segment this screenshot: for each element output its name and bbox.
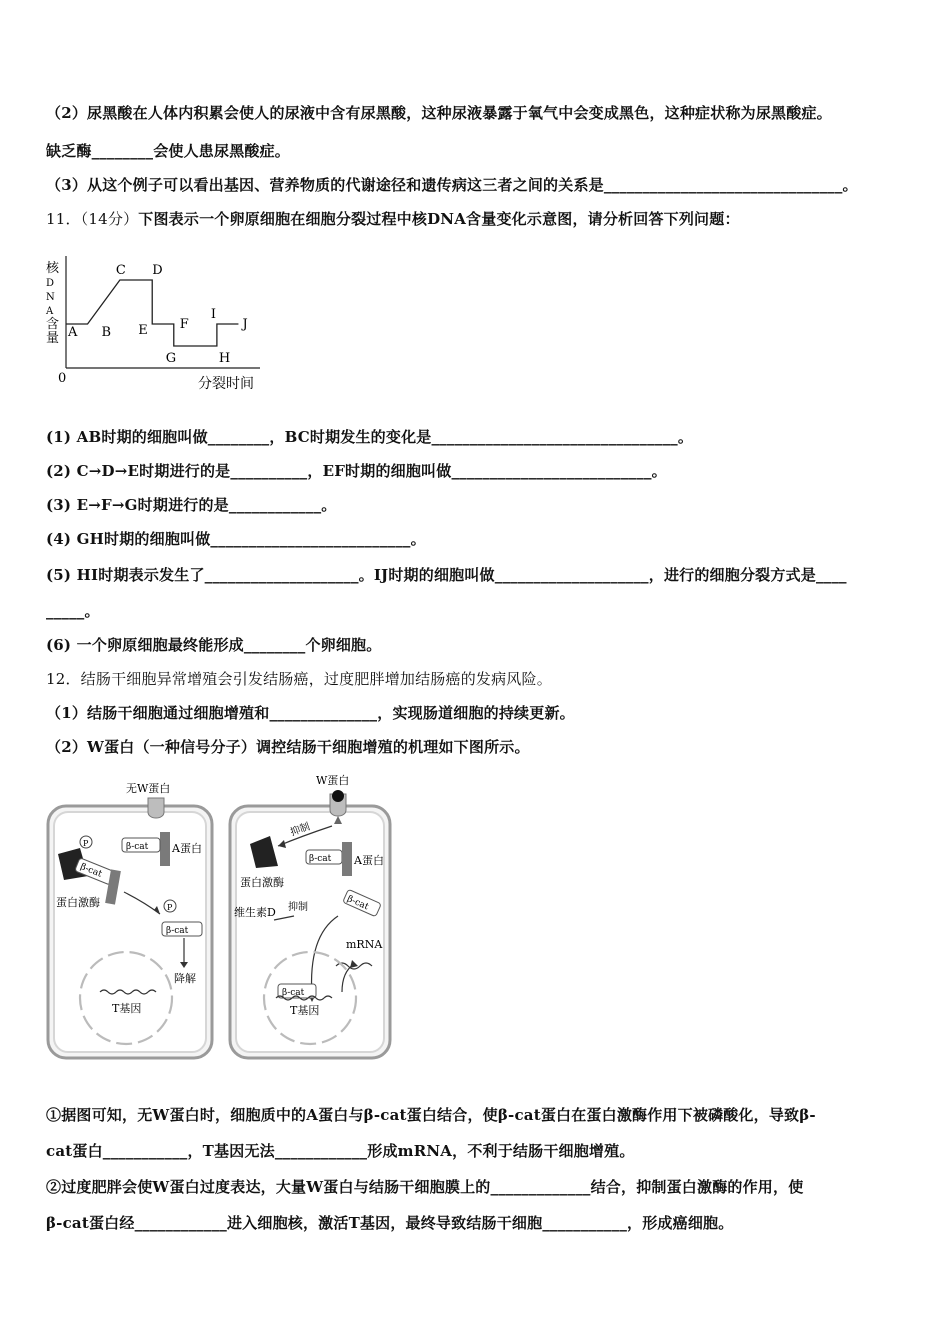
t-gene-label: T基因 — [112, 1002, 142, 1015]
point-label-a: A — [68, 325, 78, 340]
point-label-i: I — [210, 307, 217, 322]
bcat-label-top: β-cat — [126, 842, 149, 852]
dna-content-chart — [40, 248, 280, 396]
kinase-label: 蛋白激酶 — [56, 896, 100, 909]
bcat-label-free: β-cat — [345, 894, 370, 913]
degrade-label: 降解 — [174, 972, 196, 985]
inhibit-label-2: 抑制 — [288, 902, 308, 913]
a-protein-label: A蛋白 — [354, 854, 384, 867]
kinase-label: 蛋白激酶 — [240, 876, 284, 889]
w-protein-icon — [332, 790, 344, 802]
point-label-e: E — [138, 323, 148, 338]
chart-ylabel-char: 核 — [46, 261, 60, 276]
q12-c1-line1: ①据图可知，无W蛋白时，细胞质中的A蛋白与β-cat蛋白结合，使β-cat蛋白在蛋白激酶作用下被磷酸化，导致β- — [46, 1106, 816, 1124]
phosphate-label-1: P — [83, 839, 89, 848]
point-label-j: J — [242, 317, 248, 332]
q11-item-2: (2) C→D→E时期进行的是__________，EF时期的细胞叫做__________________________。 — [46, 462, 667, 480]
q11-item-5: (5) HI时期表示发生了____________________。IJ时期的细胞叫做____________________，进行的细胞分裂方式是____ — [46, 566, 847, 584]
chart-ylabel-char: 量 — [46, 331, 60, 346]
q12-part2: （2）W蛋白（一种信号分子）调控结肠干细胞增殖的机理如下图所示。 — [46, 738, 530, 756]
point-label-g: G — [165, 351, 177, 366]
bcat-label-top: β-cat — [309, 854, 332, 864]
q11-number: 11．（14分） — [46, 210, 139, 228]
inhibit-label-1: 抑制 — [288, 821, 312, 839]
w-protein-label: W蛋白 — [316, 774, 350, 787]
bcat-label-low: β-cat — [166, 926, 189, 936]
q11-stem — [46, 208, 740, 229]
chart-origin-label: 0 — [58, 371, 67, 386]
q11-item-3: (3) E→F→G时期进行的是____________。 — [46, 496, 337, 514]
chart-ylabel-char: N — [46, 292, 55, 303]
q11-stem-text: 下图表示一个卵原细胞在细胞分裂过程中核DNA含量变化示意图，请分析回答下列问题： — [138, 210, 740, 228]
point-label-c: C — [115, 263, 126, 278]
bcat-label-mid: β-cat — [78, 862, 104, 880]
point-label-f: F — [179, 317, 189, 332]
bcat-label-nucleus: β-cat — [282, 988, 305, 998]
cell-figure-with-w — [226, 770, 396, 1062]
q11-item-4: (4) GH时期的细胞叫做__________________________。 — [46, 530, 426, 548]
q10-part2-line2: 缺乏酶________会使人患尿黑酸症。 — [46, 142, 291, 160]
q12-c1-line2: cat蛋白___________，T基因无法____________形成mRNA，不利于结肠干细胞增殖。 — [46, 1142, 635, 1160]
q11-item-6: (6) 一个卵原细胞最终能形成________个卵细胞。 — [46, 636, 382, 654]
chart-ylabel-char: A — [46, 306, 54, 317]
chart-ylabel-char: D — [46, 278, 55, 289]
a-protein-bar — [342, 842, 352, 876]
chart-ylabel-char: 含 — [46, 317, 60, 332]
no-w-protein-label: 无W蛋白 — [126, 782, 171, 795]
phosphate-label-2: P — [167, 903, 173, 912]
a-protein-label: A蛋白 — [172, 842, 202, 855]
mrna-label: mRNA — [346, 938, 383, 951]
t-gene-label: T基因 — [290, 1004, 320, 1017]
q12-c2-line2: β-cat蛋白经____________进入细胞核，激活T基因，最终导致结肠干细胞___________，形成癌细胞。 — [46, 1214, 734, 1232]
q10-part2-line1: （2）尿黑酸在人体内积累会使人的尿液中含有尿黑酸，这种尿液暴露于氧气中会变成黑色，这种症状称为尿黑酸症。 — [46, 104, 832, 122]
receptor-icon — [148, 798, 164, 818]
point-label-b: B — [101, 325, 112, 340]
point-label-d: D — [152, 263, 163, 278]
point-label-h: H — [218, 351, 231, 366]
chart-xlabel: 分裂时间 — [198, 376, 254, 392]
q12-c2-line1: ②过度肥胖会使W蛋白过度表达，大量W蛋白与结肠干细胞膜上的_____________结合，抑制蛋白激酶的作用，使 — [46, 1178, 804, 1196]
vitamin-d-label: 维生素D — [234, 906, 276, 919]
q10-part3: （3）从这个例子可以看出基因、营养物质的代谢途径和遗传病这三者之间的关系是_______________________________。 — [46, 176, 858, 194]
q11-item-5-cont: _____。 — [46, 602, 100, 620]
q12-part1: （1）结肠干细胞通过细胞增殖和______________，实现肠道细胞的持续更新。 — [46, 704, 575, 722]
cell-figure-without-w — [44, 776, 216, 1062]
a-protein-bar — [160, 832, 170, 866]
q12-stem: 12．结肠干细胞异常增殖会引发结肠癌，过度肥胖增加结肠癌的发病风险。 — [46, 670, 552, 688]
q11-item-1: (1) AB时期的细胞叫做________，BC时期发生的变化是________________________________。 — [46, 428, 694, 446]
